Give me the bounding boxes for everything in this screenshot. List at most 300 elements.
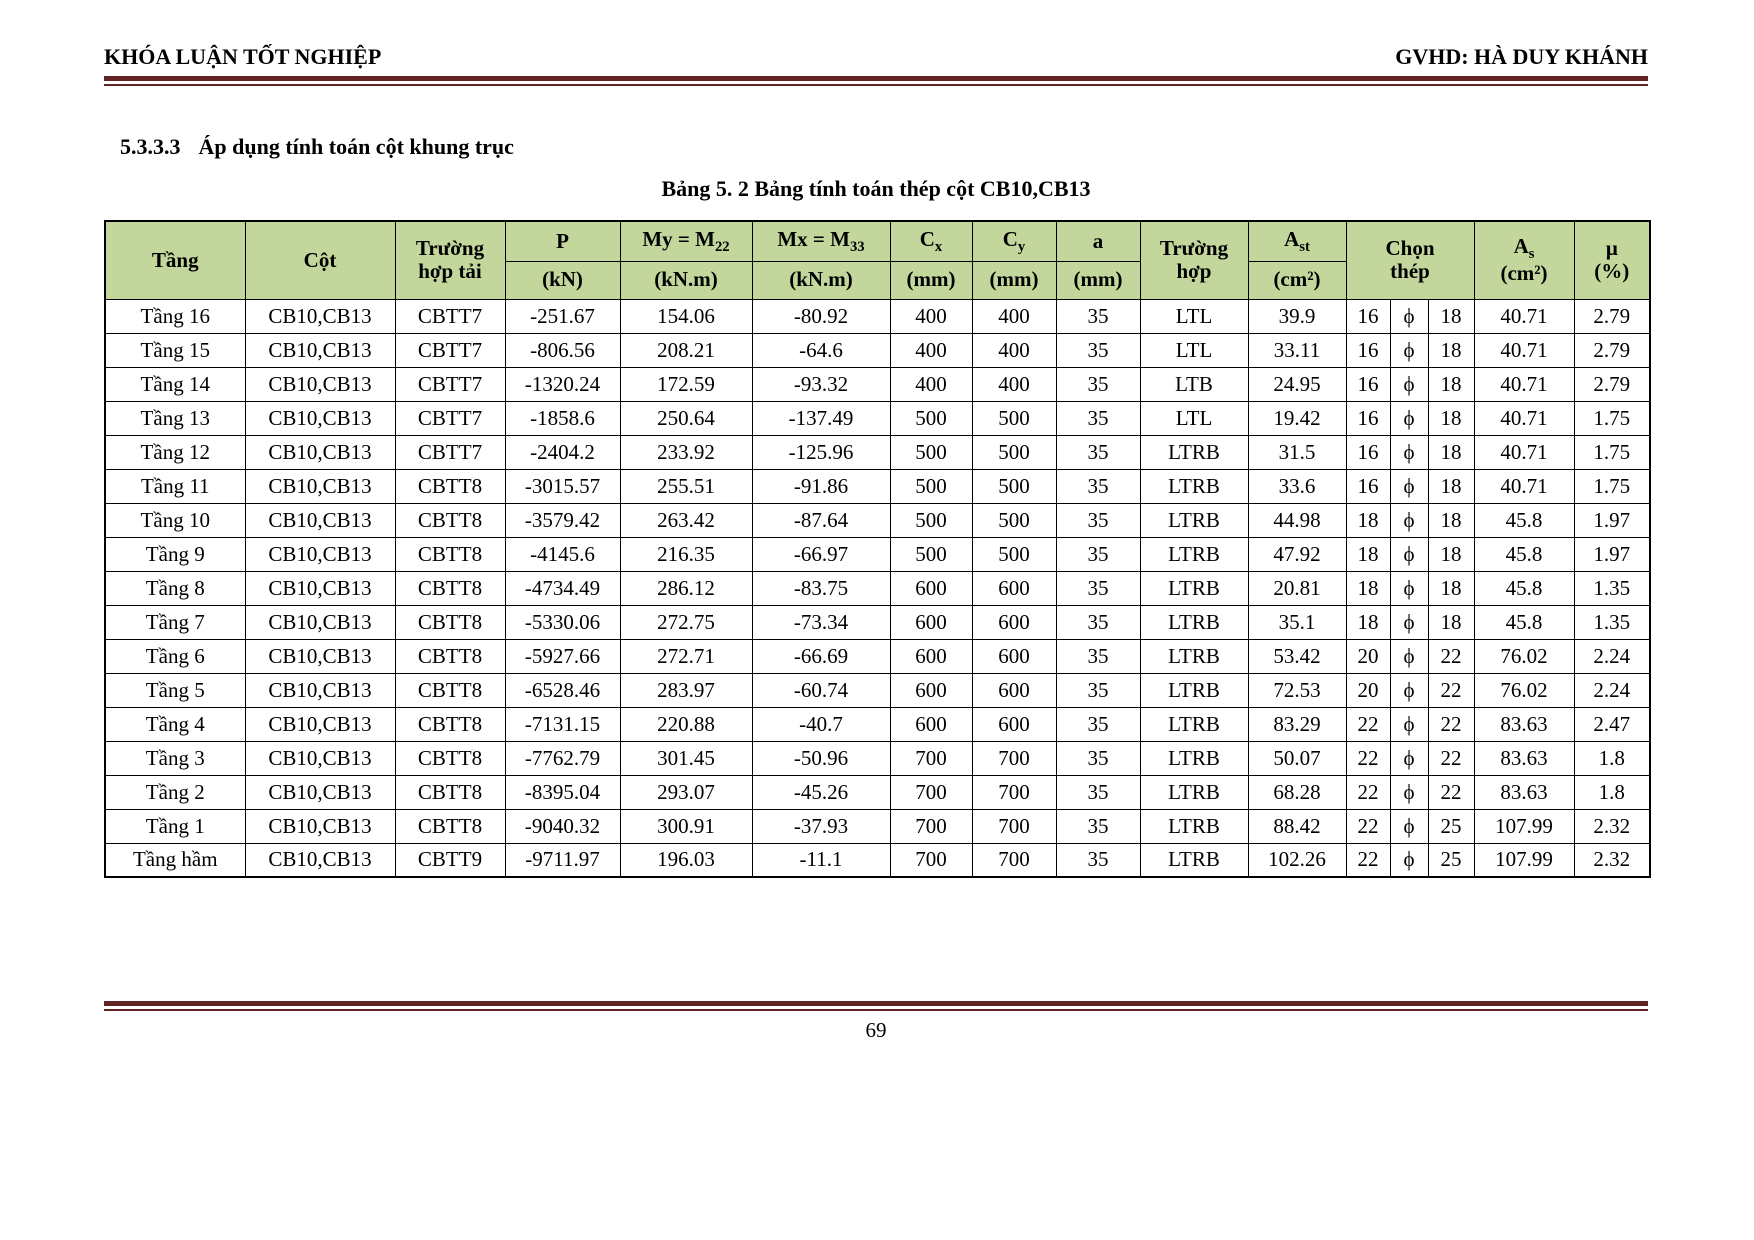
table-cell: -83.75 [752,571,890,605]
table-cell: 18 [1346,605,1390,639]
table-cell: 18 [1428,401,1474,435]
table-cell: -73.34 [752,605,890,639]
table-cell: LTRB [1140,469,1248,503]
table-cell: CB10,CB13 [245,367,395,401]
table-cell: CBTT8 [395,571,505,605]
header-right-title: GVHD: HÀ DUY KHÁNH [1395,44,1648,69]
table-caption: Bảng 5. 2 Bảng tính toán thép cột CB10,CB13 [661,176,1091,201]
table-cell: -7762.79 [505,741,620,775]
table-cell: 272.71 [620,639,752,673]
table-cell: 16 [1346,435,1390,469]
table-cell: 600 [972,571,1056,605]
table-cell: 24.95 [1248,367,1346,401]
table-cell: Tầng 13 [105,401,245,435]
unit-mx: (kN.m) [752,261,890,299]
table-body [105,299,1650,877]
table-cell: CB10,CB13 [245,707,395,741]
table-cell: -5927.66 [505,639,620,673]
table-cell: 18 [1428,367,1474,401]
col-header-as: $A_s$ (cm²) [1474,221,1574,299]
table-cell: Tầng 5 [105,673,245,707]
table-cell: 600 [890,673,972,707]
table-cell: 500 [890,435,972,469]
table-cell: 2.47 [1574,707,1650,741]
table-cell: -87.64 [752,503,890,537]
table-cell: 83.63 [1474,707,1574,741]
table-cell: 216.35 [620,537,752,571]
table-cell: 600 [890,707,972,741]
table-cell: 2.79 [1574,333,1650,367]
table-cell: 154.06 [620,299,752,333]
table-cell: 20 [1346,673,1390,707]
table-cell: 40.71 [1474,299,1574,333]
table-cell: 47.92 [1248,537,1346,571]
table-cell: CBTT8 [395,707,505,741]
table-cell: 35 [1056,503,1140,537]
page-number: 69 [865,1018,887,1042]
table-cell: CB10,CB13 [245,435,395,469]
table-cell: 25 [1428,843,1474,877]
table-cell: LTL [1140,401,1248,435]
table-cell: 35 [1056,673,1140,707]
table-cell: 700 [890,843,972,877]
table-cell: Tầng 11 [105,469,245,503]
table-cell: -251.67 [505,299,620,333]
table-cell: 35 [1056,605,1140,639]
table-cell: 1.97 [1574,537,1650,571]
table-cell: CB10,CB13 [245,809,395,843]
table-cell: 20 [1346,639,1390,673]
table-row [105,673,1650,707]
table-cell: 286.12 [620,571,752,605]
table-cell: 76.02 [1474,673,1574,707]
table-cell: 700 [890,741,972,775]
table-cell: 400 [890,299,972,333]
unit-cy: (mm) [972,261,1056,299]
table-cell: -5330.06 [505,605,620,639]
section-number: 5.3.3.3 [120,134,181,159]
table-cell: 500 [890,401,972,435]
table-cell: -64.6 [752,333,890,367]
unit-a: (mm) [1056,261,1140,299]
table-cell: 83.63 [1474,775,1574,809]
table-row [105,503,1650,537]
table-cell: 53.42 [1248,639,1346,673]
table-cell: ϕ [1390,571,1428,605]
table-cell: 45.8 [1474,537,1574,571]
table-cell: 83.63 [1474,741,1574,775]
table-cell: -1320.24 [505,367,620,401]
table-cell: 35 [1056,469,1140,503]
table-cell: 700 [972,843,1056,877]
column-steel-table [104,220,1651,878]
table-row [105,639,1650,673]
table-cell: LTB [1140,367,1248,401]
table-cell: 40.71 [1474,367,1574,401]
table-cell: 208.21 [620,333,752,367]
table-cell: 16 [1346,299,1390,333]
table-row [105,741,1650,775]
table-container [104,220,1648,878]
table-cell: 35 [1056,707,1140,741]
table-cell: -3579.42 [505,503,620,537]
table-cell: 44.98 [1248,503,1346,537]
table-cell: -80.92 [752,299,890,333]
table-cell: 1.75 [1574,469,1650,503]
unit-p: (kN) [505,261,620,299]
table-cell: 220.88 [620,707,752,741]
table-cell: CB10,CB13 [245,775,395,809]
table-cell: 107.99 [1474,843,1574,877]
table-cell: -60.74 [752,673,890,707]
table-cell: 18 [1428,435,1474,469]
table-cell: 16 [1346,469,1390,503]
table-cell: LTRB [1140,775,1248,809]
table-cell: Tầng 7 [105,605,245,639]
table-cell: 22 [1346,843,1390,877]
table-cell: CB10,CB13 [245,537,395,571]
table-cell: 72.53 [1248,673,1346,707]
table-cell: LTRB [1140,741,1248,775]
table-cell: CB10,CB13 [245,741,395,775]
table-cell: 2.24 [1574,673,1650,707]
table-cell: 700 [972,775,1056,809]
section-heading [120,134,514,160]
table-cell: ϕ [1390,605,1428,639]
table-cell: 16 [1346,401,1390,435]
table-header [105,221,1650,299]
table-cell: 20.81 [1248,571,1346,605]
table-cell: CB10,CB13 [245,605,395,639]
table-cell: 39.9 [1248,299,1346,333]
table-row [105,775,1650,809]
col-header-cot: Cột [245,221,395,299]
table-cell: Tầng 12 [105,435,245,469]
table-cell: 250.64 [620,401,752,435]
table-row [105,401,1650,435]
table-cell: Tầng 10 [105,503,245,537]
header-rule [104,76,1648,86]
table-cell: 1.75 [1574,401,1650,435]
table-cell: -6528.46 [505,673,620,707]
table-cell: 18 [1428,299,1474,333]
table-cell: 700 [890,809,972,843]
table-cell: ϕ [1390,741,1428,775]
table-cell: -2404.2 [505,435,620,469]
table-cell: CBTT9 [395,843,505,877]
table-cell: -9711.97 [505,843,620,877]
table-cell: 35 [1056,741,1140,775]
table-cell: 1.75 [1574,435,1650,469]
table-cell: ϕ [1390,809,1428,843]
table-cell: 500 [972,503,1056,537]
table-cell: 22 [1346,741,1390,775]
table-cell: CB10,CB13 [245,299,395,333]
table-cell: 1.97 [1574,503,1650,537]
table-cell: 33.6 [1248,469,1346,503]
table-cell: 700 [972,741,1056,775]
table-cell: 18 [1346,571,1390,605]
table-cell: 107.99 [1474,809,1574,843]
table-cell: CBTT8 [395,469,505,503]
table-cell: 35 [1056,299,1140,333]
table-cell: LTRB [1140,707,1248,741]
table-cell: Tầng 15 [105,333,245,367]
table-cell: 400 [972,333,1056,367]
table-cell: 500 [890,469,972,503]
table-cell: 2.79 [1574,367,1650,401]
table-cell: 35 [1056,809,1140,843]
table-cell: ϕ [1390,435,1428,469]
table-row [105,571,1650,605]
table-cell: CBTT8 [395,605,505,639]
table-cell: 500 [890,537,972,571]
table-cell: CBTT8 [395,775,505,809]
table-row [105,367,1650,401]
table-cell: LTRB [1140,503,1248,537]
table-cell: 50.07 [1248,741,1346,775]
table-cell: 196.03 [620,843,752,877]
table-cell: 35 [1056,401,1140,435]
table-cell: 600 [890,605,972,639]
table-cell: -137.49 [752,401,890,435]
table-cell: 700 [972,809,1056,843]
table-cell: 22 [1346,809,1390,843]
table-cell: 2.32 [1574,843,1650,877]
table-cell: ϕ [1390,707,1428,741]
table-cell: 45.8 [1474,503,1574,537]
table-cell: 500 [972,435,1056,469]
table-cell: 263.42 [620,503,752,537]
table-cell: ϕ [1390,299,1428,333]
table-cell: Tầng 9 [105,537,245,571]
col-header-my: $My = M_{22}$ [620,221,752,261]
table-cell: CBTT7 [395,401,505,435]
unit-my: (kN.m) [620,261,752,299]
table-cell: Tầng 3 [105,741,245,775]
table-cell: 18 [1428,537,1474,571]
table-row [105,469,1650,503]
table-cell: 45.8 [1474,605,1574,639]
table-cell: -93.32 [752,367,890,401]
table-cell: 35 [1056,775,1140,809]
table-cell: 600 [890,571,972,605]
col-header-mx: $Mx = M_{33}$ [752,221,890,261]
table-cell: Tầng 2 [105,775,245,809]
table-cell: 1.8 [1574,741,1650,775]
table-cell: 2.24 [1574,639,1650,673]
table-cell: 301.45 [620,741,752,775]
table-cell: 22 [1428,673,1474,707]
table-cell: 35 [1056,843,1140,877]
table-cell: 102.26 [1248,843,1346,877]
table-cell: 35 [1056,367,1140,401]
table-cell: LTRB [1140,605,1248,639]
table-cell: 31.5 [1248,435,1346,469]
header-left-title: KHÓA LUẬN TỐT NGHIỆP [104,44,382,69]
table-cell: Tầng 8 [105,571,245,605]
table-cell: -4734.49 [505,571,620,605]
table-row [105,707,1650,741]
col-header-a: a [1056,221,1140,261]
table-row [105,299,1650,333]
table-cell: -125.96 [752,435,890,469]
table-cell: -66.69 [752,639,890,673]
table-cell: ϕ [1390,367,1428,401]
table-row [105,605,1650,639]
table-cell: LTRB [1140,537,1248,571]
table-cell: 233.92 [620,435,752,469]
table-cell: 500 [972,537,1056,571]
table-cell: 16 [1346,333,1390,367]
table-cell: 22 [1428,707,1474,741]
table-cell: ϕ [1390,673,1428,707]
table-cell: 1.35 [1574,571,1650,605]
table-cell: -806.56 [505,333,620,367]
table-cell: CB10,CB13 [245,571,395,605]
table-cell: 35 [1056,333,1140,367]
table-cell: 40.71 [1474,435,1574,469]
table-cell: CB10,CB13 [245,503,395,537]
table-cell: 500 [890,503,972,537]
table-cell: 22 [1346,707,1390,741]
table-cell: -45.26 [752,775,890,809]
table-cell: 272.75 [620,605,752,639]
table-row [105,333,1650,367]
table-cell: 600 [890,639,972,673]
table-cell: 1.8 [1574,775,1650,809]
col-header-chon-thep: Chọn thép [1346,221,1474,299]
table-cell: 35 [1056,537,1140,571]
table-cell: 600 [972,707,1056,741]
table-cell: ϕ [1390,401,1428,435]
col-header-mu: μ (%) [1574,221,1650,299]
col-header-cx: $C_x$ [890,221,972,261]
table-cell: CBTT7 [395,435,505,469]
table-cell: 40.71 [1474,333,1574,367]
table-cell: 18 [1428,333,1474,367]
table-cell: CBTT7 [395,333,505,367]
table-cell: Tầng 6 [105,639,245,673]
table-cell: -50.96 [752,741,890,775]
table-cell: 18 [1428,503,1474,537]
table-cell: -40.7 [752,707,890,741]
table-cell: -1858.6 [505,401,620,435]
table-cell: 35.1 [1248,605,1346,639]
table-cell: LTRB [1140,639,1248,673]
table-cell: 40.71 [1474,469,1574,503]
table-cell: 88.42 [1248,809,1346,843]
table-cell: 1.35 [1574,605,1650,639]
table-cell: CB10,CB13 [245,401,395,435]
table-row [105,537,1650,571]
table-cell: 68.28 [1248,775,1346,809]
col-header-ast: $A_{st}$ [1248,221,1346,261]
table-cell: CBTT8 [395,639,505,673]
table-cell: -11.1 [752,843,890,877]
table-cell: -7131.15 [505,707,620,741]
table-cell: LTRB [1140,843,1248,877]
table-cell: 35 [1056,435,1140,469]
table-cell: 400 [890,333,972,367]
table-cell: -37.93 [752,809,890,843]
table-cell: 600 [972,673,1056,707]
table-cell: 600 [972,639,1056,673]
table-cell: 172.59 [620,367,752,401]
table-cell: 35 [1056,639,1140,673]
table-cell: -91.86 [752,469,890,503]
table-cell: 2.79 [1574,299,1650,333]
table-cell: 400 [972,299,1056,333]
table-cell: 283.97 [620,673,752,707]
table-cell: ϕ [1390,537,1428,571]
table-cell: CB10,CB13 [245,843,395,877]
table-cell: CBTT8 [395,809,505,843]
table-cell: 255.51 [620,469,752,503]
table-cell: Tầng 14 [105,367,245,401]
table-cell: 18 [1428,605,1474,639]
table-cell: 83.29 [1248,707,1346,741]
col-header-truong-hop-tai: Trường hợp tải [395,221,505,299]
table-cell: 76.02 [1474,639,1574,673]
col-header-tang: Tầng [105,221,245,299]
table-cell: -8395.04 [505,775,620,809]
table-cell: CBTT8 [395,741,505,775]
table-cell: 19.42 [1248,401,1346,435]
table-cell: CB10,CB13 [245,639,395,673]
table-cell: 25 [1428,809,1474,843]
table-cell: 33.11 [1248,333,1346,367]
table-cell: ϕ [1390,469,1428,503]
table-cell: 18 [1346,503,1390,537]
table-cell: LTRB [1140,571,1248,605]
table-row [105,435,1650,469]
table-cell: 400 [972,367,1056,401]
table-cell: Tầng hầm [105,843,245,877]
col-header-p: P [505,221,620,261]
table-cell: CBTT8 [395,537,505,571]
table-cell: 45.8 [1474,571,1574,605]
table-cell: -66.97 [752,537,890,571]
table-cell: 18 [1428,469,1474,503]
table-cell: 293.07 [620,775,752,809]
unit-cx: (mm) [890,261,972,299]
table-cell: Tầng 16 [105,299,245,333]
table-cell: -3015.57 [505,469,620,503]
table-cell: CBTT8 [395,503,505,537]
table-cell: ϕ [1390,843,1428,877]
table-cell: 18 [1428,571,1474,605]
footer-rule [104,1001,1648,1011]
table-cell: 700 [890,775,972,809]
table-cell: CB10,CB13 [245,333,395,367]
table-cell: LTRB [1140,435,1248,469]
table-cell: LTL [1140,299,1248,333]
table-cell: 16 [1346,367,1390,401]
running-header [104,44,1648,70]
table-cell: 400 [890,367,972,401]
table-cell: LTL [1140,333,1248,367]
table-row [105,809,1650,843]
table-cell: 40.71 [1474,401,1574,435]
table-cell: 300.91 [620,809,752,843]
table-cell: CB10,CB13 [245,469,395,503]
col-header-truong-hop: Trường hợp [1140,221,1248,299]
table-cell: 22 [1428,775,1474,809]
table-cell: ϕ [1390,775,1428,809]
table-cell: Tầng 4 [105,707,245,741]
section-title: Áp dụng tính toán cột khung trục [198,134,514,159]
